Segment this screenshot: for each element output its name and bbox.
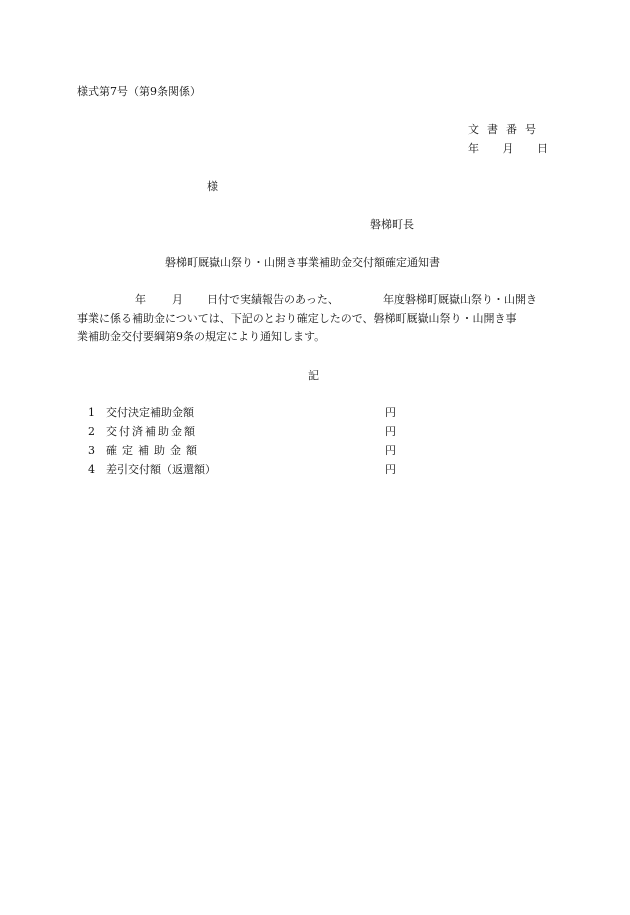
body-fiscal-text: 年度磐梯町厩嶽山祭り・山開き bbox=[383, 293, 537, 306]
item-number: 1 bbox=[88, 406, 95, 419]
form-number: 様式第7号（第9条関係） bbox=[77, 85, 201, 98]
document-title: 磐梯町厩嶽山祭り・山開き事業補助金交付額確定通知書 bbox=[165, 256, 440, 269]
date-day: 日 bbox=[537, 142, 548, 155]
document-number-label: 文書番号 bbox=[468, 123, 544, 136]
body-line-2: 事業に係る補助金については、下記のとおり確定したので、磐梯町厩嶽山祭り・山開き事 bbox=[77, 312, 517, 325]
body-month: 月 bbox=[172, 293, 183, 306]
item-number: 4 bbox=[88, 463, 95, 476]
date-month: 月 bbox=[502, 142, 514, 155]
item-label: 差引交付額（返還額） bbox=[106, 463, 216, 476]
item-unit: 円 bbox=[385, 425, 396, 438]
item-unit: 円 bbox=[385, 406, 396, 419]
item-unit: 円 bbox=[385, 444, 396, 457]
body-line-3: 業補助金交付要綱第9条の規定により通知します。 bbox=[77, 330, 326, 343]
body-day-text: 日付で実績報告のあった、 bbox=[207, 293, 339, 306]
item-label: 確定補助金額 bbox=[106, 444, 202, 457]
item-label: 交付済補助金額 bbox=[106, 425, 197, 438]
body-year: 年 bbox=[135, 293, 146, 306]
ki-heading: 記 bbox=[308, 369, 319, 382]
date-year: 年 bbox=[468, 142, 479, 155]
date-line bbox=[468, 142, 548, 156]
sender-name: 磐梯町長 bbox=[370, 218, 414, 231]
item-number: 2 bbox=[88, 425, 95, 438]
addressee-honorific: 様 bbox=[207, 180, 218, 193]
item-number: 3 bbox=[88, 444, 95, 457]
item-unit: 円 bbox=[385, 463, 396, 476]
item-label: 交付決定補助金額 bbox=[106, 406, 194, 419]
